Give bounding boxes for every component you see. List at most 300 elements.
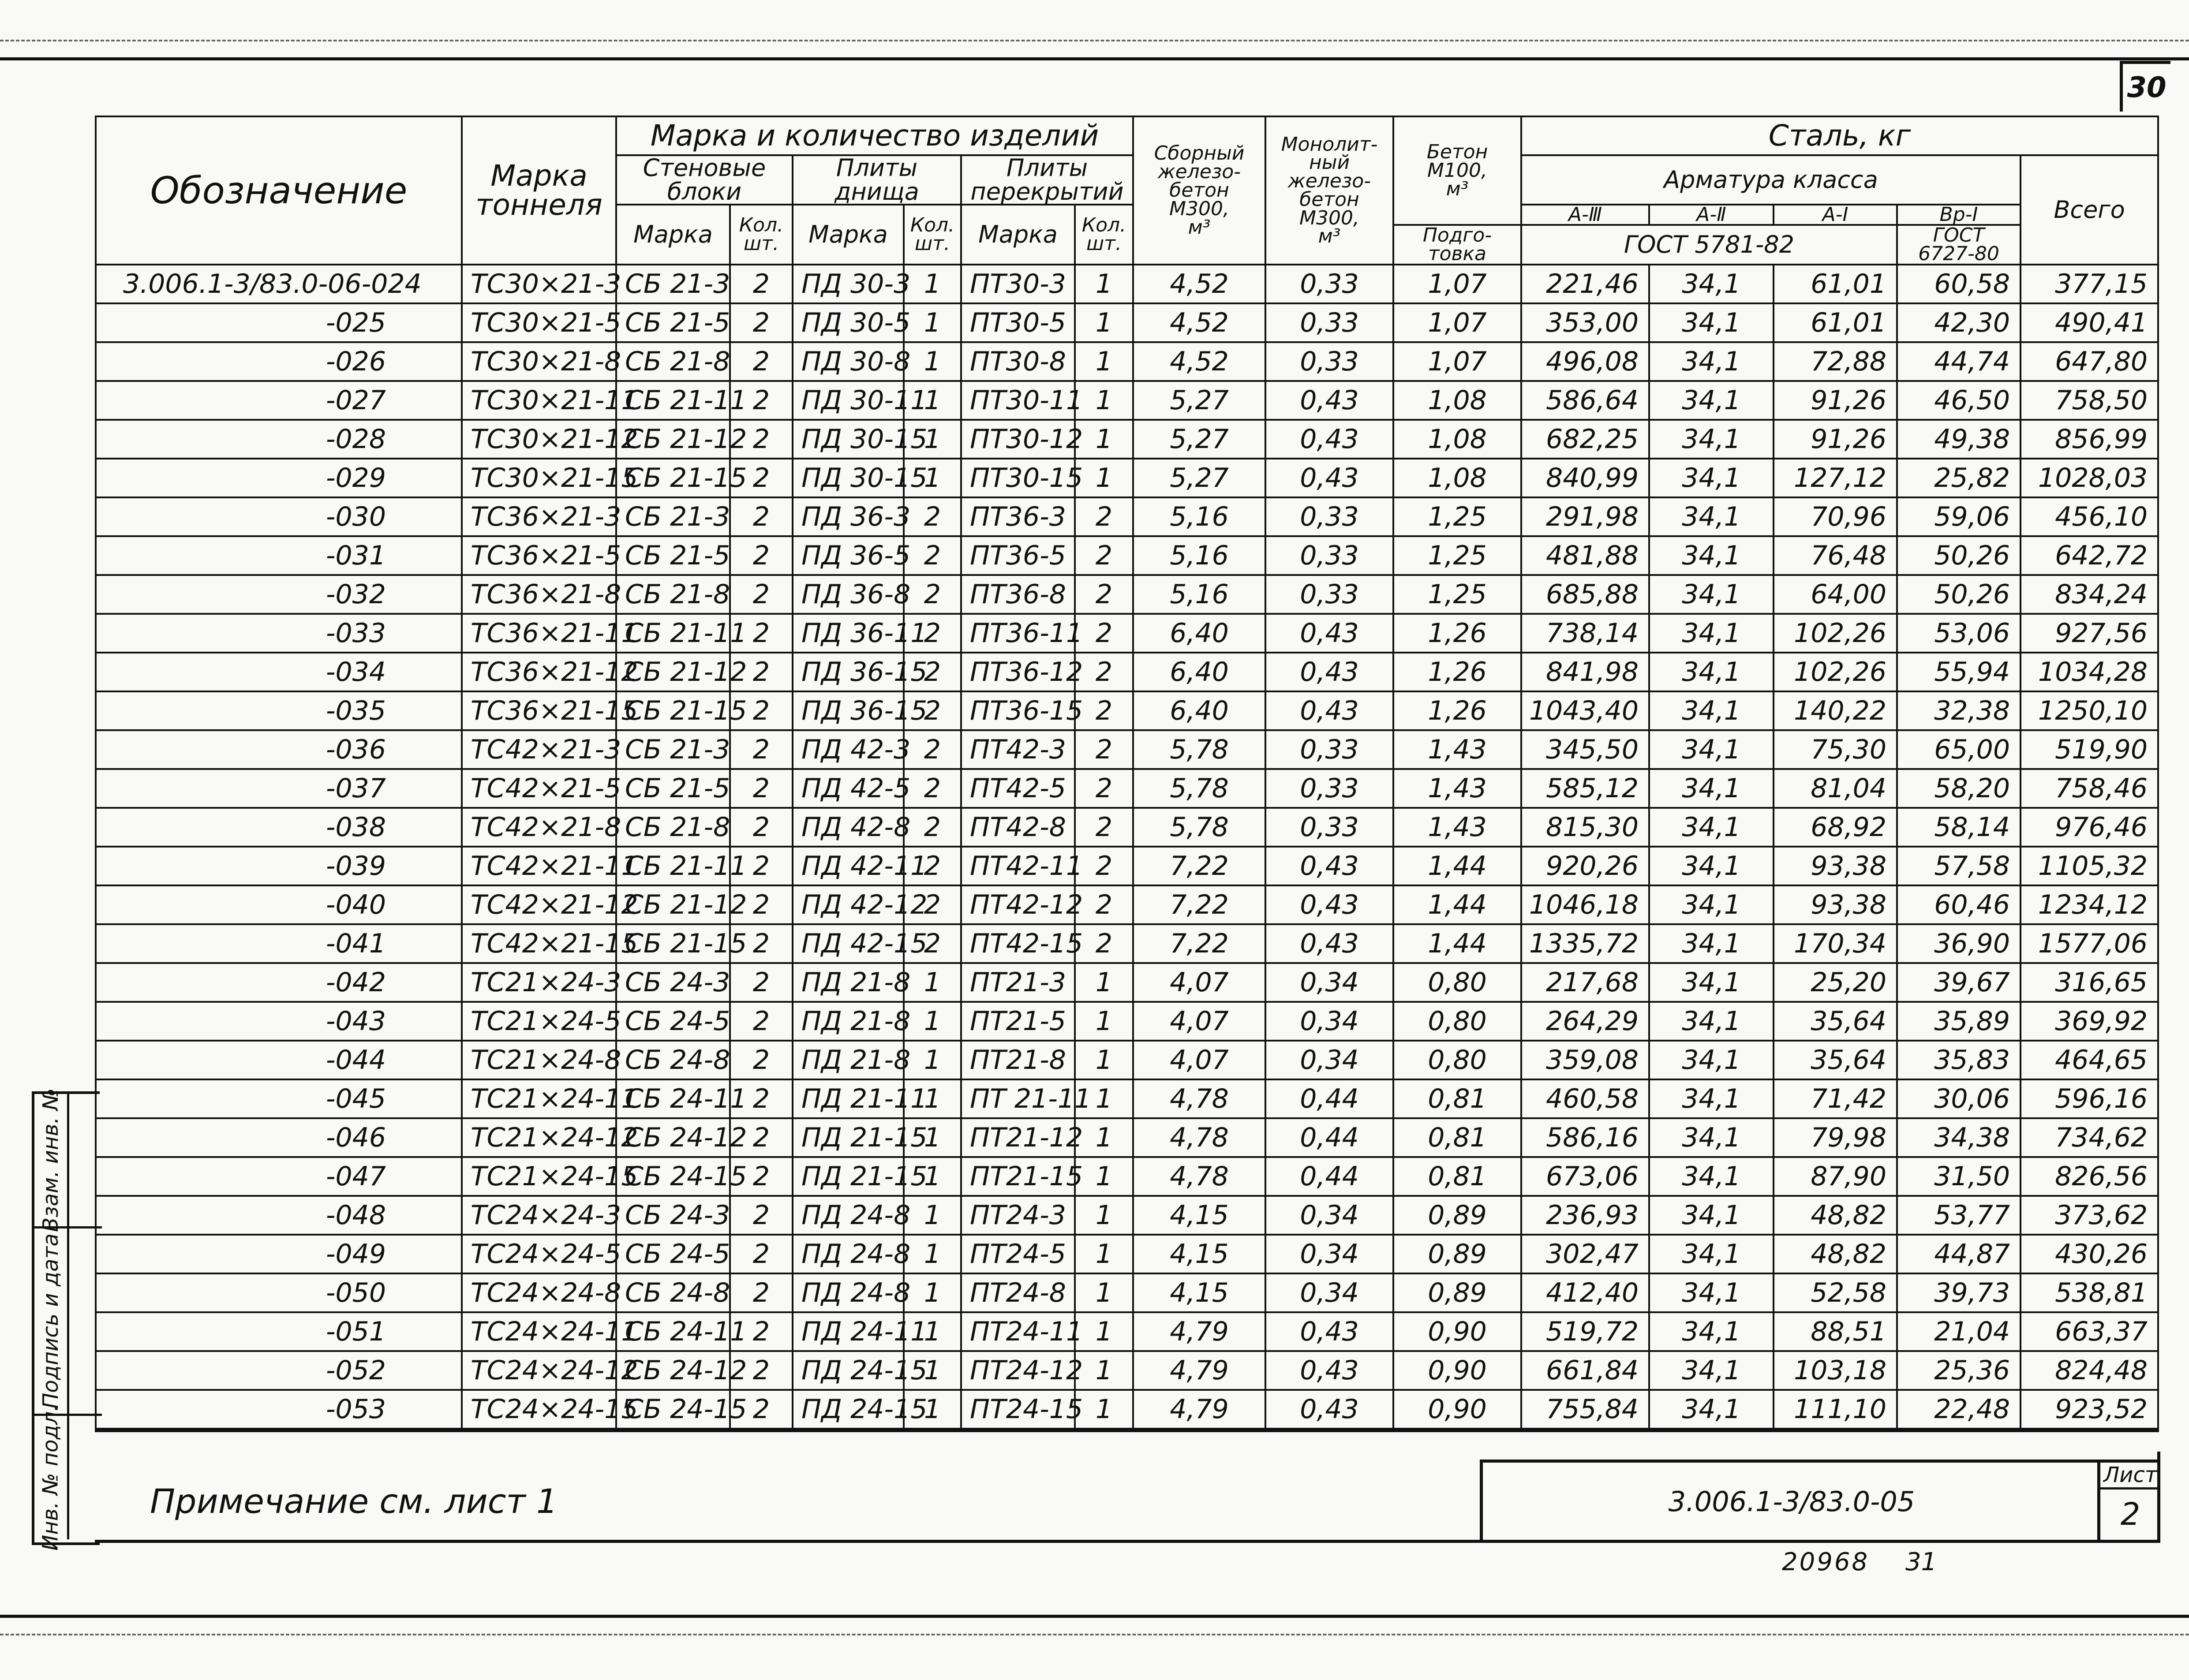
cell-steel-total: 976,46 (2021, 808, 2158, 847)
cell-steel-a3: 815,30 (1521, 808, 1649, 847)
cell-steel-a2: 34,1 (1649, 847, 1774, 885)
cell-tunnel-mark: ТС30×21-11 (462, 381, 616, 420)
cell-cover-slab-qty: 1 (1075, 459, 1133, 497)
cell-wall-block-mark: СБ 21-11 (616, 614, 730, 653)
cell-monolithic-volume: 0,43 (1265, 1312, 1393, 1351)
cell-steel-vr1: 58,14 (1897, 808, 2021, 847)
cell-bottom-slab-qty: 2 (904, 847, 961, 885)
cell-precast-volume: 5,27 (1133, 420, 1265, 459)
cell-concrete-volume: 0,90 (1393, 1312, 1521, 1351)
cell-tunnel-mark: ТС30×21-15 (462, 459, 616, 497)
cell-concrete-volume: 1,44 (1393, 924, 1521, 963)
cell-cover-slab-mark: ПТ24-3 (961, 1196, 1075, 1235)
cell-wall-block-mark: СБ 21-11 (616, 381, 730, 420)
cell-tunnel-mark: ТС21×24-12 (462, 1118, 616, 1157)
cell-designation: -028 (96, 420, 462, 459)
header-wall-blocks (616, 155, 793, 205)
cell-designation: -052 (96, 1351, 462, 1390)
table-row (96, 575, 2158, 614)
cell-designation: -034 (96, 653, 462, 691)
cell-wall-block-qty: 2 (730, 1118, 793, 1157)
cell-wall-block-qty: 2 (730, 1041, 793, 1079)
cell-steel-a2: 34,1 (1649, 265, 1774, 303)
cell-steel-total: 824,48 (2021, 1351, 2158, 1390)
cell-tunnel-mark: ТС36×21-8 (462, 575, 616, 614)
cell-bottom-slab-mark: ПД 36-15 (793, 691, 904, 730)
cell-steel-a1: 75,30 (1774, 730, 1897, 769)
cell-cover-slab-qty: 2 (1075, 924, 1133, 963)
cell-monolithic-volume: 0,44 (1265, 1079, 1393, 1118)
cell-precast-volume: 7,22 (1133, 885, 1265, 924)
frame-dashed-bottom-line (0, 1634, 2189, 1635)
cell-cover-slab-qty: 1 (1075, 265, 1133, 303)
cell-steel-a2: 34,1 (1649, 769, 1774, 808)
header-precast-l2: железо- (1157, 161, 1241, 183)
cell-bottom-slab-mark: ПД 21-15 (793, 1157, 904, 1196)
table-row (96, 691, 2158, 730)
footer-block (95, 1452, 2160, 1543)
cell-precast-volume: 5,16 (1133, 536, 1265, 575)
cell-concrete-volume: 1,25 (1393, 575, 1521, 614)
cell-wall-block-mark: СБ 24-5 (616, 1235, 730, 1273)
cell-wall-block-qty: 2 (730, 459, 793, 497)
cell-tunnel-mark: ТС42×21-12 (462, 885, 616, 924)
cell-tunnel-mark: ТС30×21-12 (462, 420, 616, 459)
cell-wall-block-qty: 2 (730, 1312, 793, 1351)
cell-tunnel-mark: ТС24×24-11 (462, 1312, 616, 1351)
cell-bottom-slab-mark: ПД 42-15 (793, 924, 904, 963)
cell-bottom-slab-qty: 1 (904, 1118, 961, 1157)
cell-bottom-slab-mark: ПД 42-3 (793, 730, 904, 769)
cell-concrete-volume: 1,25 (1393, 497, 1521, 536)
table-row (96, 808, 2158, 847)
cell-wall-block-qty: 2 (730, 342, 793, 381)
cell-monolithic-volume: 0,43 (1265, 847, 1393, 885)
cell-steel-a3: 586,64 (1521, 381, 1649, 420)
cell-steel-vr1: 30,06 (1897, 1079, 2021, 1118)
cell-wall-block-qty: 2 (730, 1157, 793, 1196)
cell-cover-slab-qty: 1 (1075, 1196, 1133, 1235)
header-preparation-l2: товка (1428, 242, 1487, 265)
cell-wall-block-mark: СБ 21-12 (616, 653, 730, 691)
cell-steel-vr1: 25,82 (1897, 459, 2021, 497)
cell-wall-block-mark: СБ 21-3 (616, 265, 730, 303)
cell-bottom-slab-mark: ПД 42-12 (793, 885, 904, 924)
cell-precast-volume: 6,40 (1133, 614, 1265, 653)
cell-concrete-volume: 1,08 (1393, 459, 1521, 497)
cell-steel-a2: 34,1 (1649, 303, 1774, 342)
cell-steel-total: 834,24 (2021, 575, 2158, 614)
cell-steel-a3: 685,88 (1521, 575, 1649, 614)
cell-wall-block-qty: 2 (730, 1273, 793, 1312)
header-gost-6727-l2: 6727-80 (1918, 242, 1999, 265)
specification-sheet (95, 116, 2157, 1540)
cell-bottom-slab-qty: 2 (904, 808, 961, 847)
cell-steel-vr1: 50,26 (1897, 575, 2021, 614)
cell-steel-vr1: 57,58 (1897, 847, 2021, 885)
table-row (96, 1235, 2158, 1273)
cell-designation: -042 (96, 963, 462, 1002)
cell-steel-total: 369,92 (2021, 1002, 2158, 1041)
cell-bottom-slab-qty: 1 (904, 1196, 961, 1235)
cell-concrete-volume: 1,08 (1393, 420, 1521, 459)
cell-steel-a3: 841,98 (1521, 653, 1649, 691)
table-row (96, 1312, 2158, 1351)
cell-steel-total: 1105,32 (2021, 847, 2158, 885)
header-cover-slabs-l2: перекрытий (970, 178, 1124, 205)
cell-steel-vr1: 36,90 (1897, 924, 2021, 963)
cell-steel-a1: 68,92 (1774, 808, 1897, 847)
cell-concrete-volume: 1,43 (1393, 730, 1521, 769)
cell-monolithic-volume: 0,43 (1265, 459, 1393, 497)
cell-cover-slab-mark: ПТ 21-11 (961, 1079, 1075, 1118)
cell-steel-total: 538,81 (2021, 1273, 2158, 1312)
cell-steel-a3: 920,26 (1521, 847, 1649, 885)
header-class-a3: А-Ⅲ (1521, 205, 1649, 225)
table-row (96, 265, 2158, 303)
header-products-group: Марка и количество изделий (616, 116, 1133, 155)
cell-cover-slab-mark: ПТ36-12 (961, 653, 1075, 691)
footer-note: Примечание см. лист 1 (150, 1482, 558, 1521)
cell-bottom-slab-mark: ПД 24-8 (793, 1196, 904, 1235)
header-tunnel-mark-line2: тоннеля (475, 187, 602, 222)
page-number: 30 (2120, 61, 2170, 112)
cell-steel-a3: 1046,18 (1521, 885, 1649, 924)
header-precast-l5: м³ (1188, 216, 1211, 239)
cell-bottom-slab-qty: 1 (904, 420, 961, 459)
cell-wall-block-mark: СБ 21-8 (616, 575, 730, 614)
cell-steel-a1: 87,90 (1774, 1157, 1897, 1196)
table-row (96, 730, 2158, 769)
header-preparation-l1: Подго- (1422, 224, 1492, 246)
cell-steel-a2: 34,1 (1649, 342, 1774, 381)
cell-designation: -025 (96, 303, 462, 342)
header-gost-5781: ГОСТ 5781-82 (1521, 225, 1897, 265)
cell-bottom-slab-mark: ПД 30-5 (793, 303, 904, 342)
cell-concrete-volume: 1,07 (1393, 303, 1521, 342)
cell-steel-vr1: 53,06 (1897, 614, 2021, 653)
cell-concrete-volume: 1,07 (1393, 265, 1521, 303)
cell-steel-a3: 353,00 (1521, 303, 1649, 342)
cell-designation: -051 (96, 1312, 462, 1351)
header-qty-wall (730, 205, 793, 265)
cell-steel-vr1: 42,30 (1897, 303, 2021, 342)
cell-steel-a2: 34,1 (1649, 1390, 1774, 1430)
cell-tunnel-mark: ТС42×21-8 (462, 808, 616, 847)
cell-cover-slab-qty: 2 (1075, 575, 1133, 614)
header-qty-l1: Кол. (739, 214, 784, 237)
cell-cover-slab-qty: 1 (1075, 1390, 1133, 1430)
cell-tunnel-mark: ТС36×21-15 (462, 691, 616, 730)
cell-cover-slab-mark: ПТ30-8 (961, 342, 1075, 381)
cell-wall-block-qty: 2 (730, 769, 793, 808)
cell-steel-a1: 76,48 (1774, 536, 1897, 575)
cell-tunnel-mark: ТС36×21-5 (462, 536, 616, 575)
cell-steel-a2: 34,1 (1649, 885, 1774, 924)
cell-monolithic-volume: 0,43 (1265, 924, 1393, 963)
cell-designation: -031 (96, 536, 462, 575)
cell-concrete-volume: 0,90 (1393, 1390, 1521, 1430)
cell-wall-block-mark: СБ 24-15 (616, 1157, 730, 1196)
cell-steel-a2: 34,1 (1649, 575, 1774, 614)
cell-bottom-slab-qty: 1 (904, 1312, 961, 1351)
table-header (96, 116, 2158, 265)
cell-steel-a3: 585,12 (1521, 769, 1649, 808)
cell-monolithic-volume: 0,33 (1265, 575, 1393, 614)
cell-wall-block-qty: 2 (730, 1235, 793, 1273)
cell-designation: -038 (96, 808, 462, 847)
cell-wall-block-mark: СБ 24-11 (616, 1079, 730, 1118)
cell-precast-volume: 5,16 (1133, 575, 1265, 614)
cell-cover-slab-qty: 1 (1075, 1235, 1133, 1273)
cell-steel-a1: 79,98 (1774, 1118, 1897, 1157)
cell-steel-a2: 34,1 (1649, 1312, 1774, 1351)
table-row (96, 342, 2158, 381)
cell-steel-total: 663,37 (2021, 1312, 2158, 1351)
cell-steel-vr1: 32,38 (1897, 691, 2021, 730)
cell-precast-volume: 4,15 (1133, 1196, 1265, 1235)
cell-steel-a1: 103,18 (1774, 1351, 1897, 1390)
cell-steel-a1: 48,82 (1774, 1235, 1897, 1273)
cell-steel-a2: 34,1 (1649, 730, 1774, 769)
cell-cover-slab-mark: ПТ24-8 (961, 1273, 1075, 1312)
cell-steel-vr1: 31,50 (1897, 1157, 2021, 1196)
cell-wall-block-qty: 2 (730, 497, 793, 536)
cell-steel-vr1: 49,38 (1897, 420, 2021, 459)
cell-designation: -027 (96, 381, 462, 420)
table-row (96, 614, 2158, 653)
cell-bottom-slab-qty: 2 (904, 536, 961, 575)
cell-steel-a2: 34,1 (1649, 497, 1774, 536)
cell-monolithic-volume: 0,43 (1265, 1351, 1393, 1390)
header-qty-bottom (904, 205, 961, 265)
cell-bottom-slab-qty: 2 (904, 924, 961, 963)
header-qty-l1: Кол. (910, 214, 955, 237)
cell-bottom-slab-qty: 1 (904, 1079, 961, 1118)
cell-cover-slab-qty: 1 (1075, 1118, 1133, 1157)
cell-tunnel-mark: ТС42×21-5 (462, 769, 616, 808)
cell-steel-total: 464,65 (2021, 1041, 2158, 1079)
cell-tunnel-mark: ТС24×24-15 (462, 1390, 616, 1430)
cell-monolithic-volume: 0,34 (1265, 1196, 1393, 1235)
cell-precast-volume: 4,52 (1133, 265, 1265, 303)
header-concrete-l2: М100, (1427, 159, 1487, 182)
cell-steel-a2: 34,1 (1649, 1118, 1774, 1157)
cell-bottom-slab-qty: 2 (904, 885, 961, 924)
cell-wall-block-qty: 2 (730, 536, 793, 575)
cell-bottom-slab-qty: 1 (904, 459, 961, 497)
table-row (96, 1273, 2158, 1312)
cell-monolithic-volume: 0,33 (1265, 497, 1393, 536)
cell-tunnel-mark: ТС21×24-11 (462, 1079, 616, 1118)
cell-steel-vr1: 50,26 (1897, 536, 2021, 575)
cell-monolithic-volume: 0,34 (1265, 963, 1393, 1002)
cell-wall-block-mark: СБ 21-3 (616, 497, 730, 536)
cell-steel-vr1: 55,94 (1897, 653, 2021, 691)
cell-tunnel-mark: ТС36×21-11 (462, 614, 616, 653)
header-tunnel-mark (462, 116, 616, 265)
cell-steel-total: 647,80 (2021, 342, 2158, 381)
cell-concrete-volume: 0,80 (1393, 1002, 1521, 1041)
side-stamp-strip (32, 1088, 100, 1551)
cell-wall-block-qty: 2 (730, 730, 793, 769)
header-class-a1: А-Ⅰ (1774, 205, 1897, 225)
cell-wall-block-qty: 2 (730, 653, 793, 691)
cell-wall-block-mark: СБ 21-5 (616, 769, 730, 808)
cell-precast-volume: 5,78 (1133, 769, 1265, 808)
cell-cover-slab-mark: ПТ21-5 (961, 1002, 1075, 1041)
cell-cover-slab-mark: ПТ30-5 (961, 303, 1075, 342)
cell-cover-slab-mark: ПТ42-3 (961, 730, 1075, 769)
cell-steel-total: 490,41 (2021, 303, 2158, 342)
cell-bottom-slab-mark: ПД 21-8 (793, 1041, 904, 1079)
cell-wall-block-mark: СБ 21-12 (616, 885, 730, 924)
cell-monolithic-volume: 0,33 (1265, 342, 1393, 381)
cell-bottom-slab-mark: ПД 24-15 (793, 1390, 904, 1430)
cell-concrete-volume: 1,26 (1393, 653, 1521, 691)
cell-steel-a1: 61,01 (1774, 265, 1897, 303)
cell-concrete-volume: 1,25 (1393, 536, 1521, 575)
cell-steel-a2: 34,1 (1649, 963, 1774, 1002)
cell-steel-a3: 217,68 (1521, 963, 1649, 1002)
cell-tunnel-mark: ТС24×24-3 (462, 1196, 616, 1235)
cell-bottom-slab-qty: 1 (904, 1351, 961, 1390)
cell-steel-a2: 34,1 (1649, 924, 1774, 963)
cell-wall-block-qty: 2 (730, 1196, 793, 1235)
cell-steel-a1: 170,34 (1774, 924, 1897, 963)
cell-bottom-slab-mark: ПД 21-11 (793, 1079, 904, 1118)
frame-dashed-top-line (0, 40, 2189, 41)
table-row (96, 536, 2158, 575)
cell-precast-volume: 4,78 (1133, 1079, 1265, 1118)
cell-concrete-volume: 0,89 (1393, 1235, 1521, 1273)
cell-tunnel-mark: ТС42×21-11 (462, 847, 616, 885)
cell-monolithic-volume: 0,34 (1265, 1041, 1393, 1079)
table-row (96, 963, 2158, 1002)
cell-tunnel-mark: ТС30×21-3 (462, 265, 616, 303)
cell-cover-slab-qty: 2 (1075, 653, 1133, 691)
cell-designation: -039 (96, 847, 462, 885)
cell-cover-slab-qty: 2 (1075, 497, 1133, 536)
cell-steel-a2: 34,1 (1649, 1196, 1774, 1235)
cell-cover-slab-mark: ПТ21-8 (961, 1041, 1075, 1079)
cell-wall-block-mark: СБ 21-15 (616, 924, 730, 963)
cell-steel-a2: 34,1 (1649, 808, 1774, 847)
document-code: 3.006.1-3/83.0-05 (1480, 1460, 2100, 1540)
strip-blank-1 (67, 1094, 102, 1228)
table-row (96, 924, 2158, 963)
cell-wall-block-qty: 2 (730, 847, 793, 885)
table-body (96, 265, 2158, 1430)
header-qty-l2: шт. (744, 232, 779, 255)
cell-steel-vr1: 58,20 (1897, 769, 2021, 808)
cell-wall-block-mark: СБ 21-8 (616, 342, 730, 381)
cell-monolithic-volume: 0,44 (1265, 1157, 1393, 1196)
cell-wall-block-qty: 2 (730, 265, 793, 303)
cell-bottom-slab-qty: 1 (904, 1273, 961, 1312)
cell-precast-volume: 5,78 (1133, 808, 1265, 847)
cell-cover-slab-qty: 1 (1075, 963, 1133, 1002)
cell-steel-a1: 91,26 (1774, 420, 1897, 459)
cell-steel-a1: 64,00 (1774, 575, 1897, 614)
cell-bottom-slab-qty: 1 (904, 265, 961, 303)
cell-steel-a1: 35,64 (1774, 1041, 1897, 1079)
cell-steel-a1: 140,22 (1774, 691, 1897, 730)
cell-precast-volume: 4,07 (1133, 1041, 1265, 1079)
cell-steel-vr1: 44,74 (1897, 342, 2021, 381)
cell-bottom-slab-mark: ПД 42-11 (793, 847, 904, 885)
strip-label-signature: Подпись и дата (38, 1233, 63, 1409)
cell-precast-volume: 4,15 (1133, 1235, 1265, 1273)
cell-steel-a3: 1043,40 (1521, 691, 1649, 730)
cell-bottom-slab-mark: ПД 36-8 (793, 575, 904, 614)
table-row (96, 497, 2158, 536)
cell-steel-total: 1577,06 (2021, 924, 2158, 963)
cell-wall-block-qty: 2 (730, 963, 793, 1002)
cell-cover-slab-qty: 1 (1075, 381, 1133, 420)
cell-cover-slab-mark: ПТ30-3 (961, 265, 1075, 303)
cell-wall-block-mark: СБ 21-8 (616, 808, 730, 847)
table-row (96, 653, 2158, 691)
header-gost-6727-l1: ГОСТ (1933, 224, 1985, 246)
header-mark-bottom: Марка (793, 205, 904, 265)
cell-steel-vr1: 53,77 (1897, 1196, 2021, 1235)
cell-bottom-slab-qty: 2 (904, 575, 961, 614)
cell-steel-total: 642,72 (2021, 536, 2158, 575)
cell-precast-volume: 5,78 (1133, 730, 1265, 769)
cell-bottom-slab-qty: 1 (904, 1002, 961, 1041)
specification-table (95, 116, 2159, 1432)
cell-bottom-slab-mark: ПД 30-15 (793, 459, 904, 497)
cell-steel-a2: 34,1 (1649, 653, 1774, 691)
cell-steel-vr1: 65,00 (1897, 730, 2021, 769)
frame-top-line (0, 57, 2189, 60)
cell-steel-a2: 34,1 (1649, 1235, 1774, 1273)
sheet-number: 2 (2120, 1496, 2140, 1532)
cell-designation: 3.006.1-3/83.0-06-024 (96, 265, 462, 303)
cell-cover-slab-mark: ПТ42-8 (961, 808, 1075, 847)
cell-steel-total: 758,46 (2021, 769, 2158, 808)
cell-wall-block-mark: СБ 24-8 (616, 1041, 730, 1079)
cell-wall-block-mark: СБ 21-3 (616, 730, 730, 769)
cell-bottom-slab-mark: ПД 36-3 (793, 497, 904, 536)
cell-cover-slab-qty: 1 (1075, 1002, 1133, 1041)
cell-bottom-slab-qty: 1 (904, 963, 961, 1002)
cell-cover-slab-mark: ПТ42-12 (961, 885, 1075, 924)
cell-bottom-slab-qty: 2 (904, 769, 961, 808)
cell-bottom-slab-mark: ПД 30-11 (793, 381, 904, 420)
cell-bottom-slab-mark: ПД 24-15 (793, 1351, 904, 1390)
cell-bottom-slab-qty: 2 (904, 730, 961, 769)
cell-precast-volume: 5,27 (1133, 381, 1265, 420)
cell-steel-a3: 481,88 (1521, 536, 1649, 575)
header-monolithic-l4: бетон (1299, 188, 1359, 211)
archive-sheet: 31 (1905, 1548, 1937, 1576)
cell-monolithic-volume: 0,33 (1265, 769, 1393, 808)
cell-bottom-slab-mark: ПД 30-3 (793, 265, 904, 303)
header-concrete-l3: м³ (1446, 177, 1469, 200)
cell-designation: -036 (96, 730, 462, 769)
cell-cover-slab-qty: 2 (1075, 808, 1133, 847)
cell-tunnel-mark: ТС21×24-8 (462, 1041, 616, 1079)
header-preparation (1393, 225, 1521, 265)
cell-wall-block-mark: СБ 24-12 (616, 1118, 730, 1157)
header-monolithic-l5: М300, (1299, 206, 1359, 229)
cell-designation: -030 (96, 497, 462, 536)
cell-cover-slab-qty: 1 (1075, 1157, 1133, 1196)
cell-tunnel-mark: ТС24×24-12 (462, 1351, 616, 1390)
cell-monolithic-volume: 0,43 (1265, 885, 1393, 924)
